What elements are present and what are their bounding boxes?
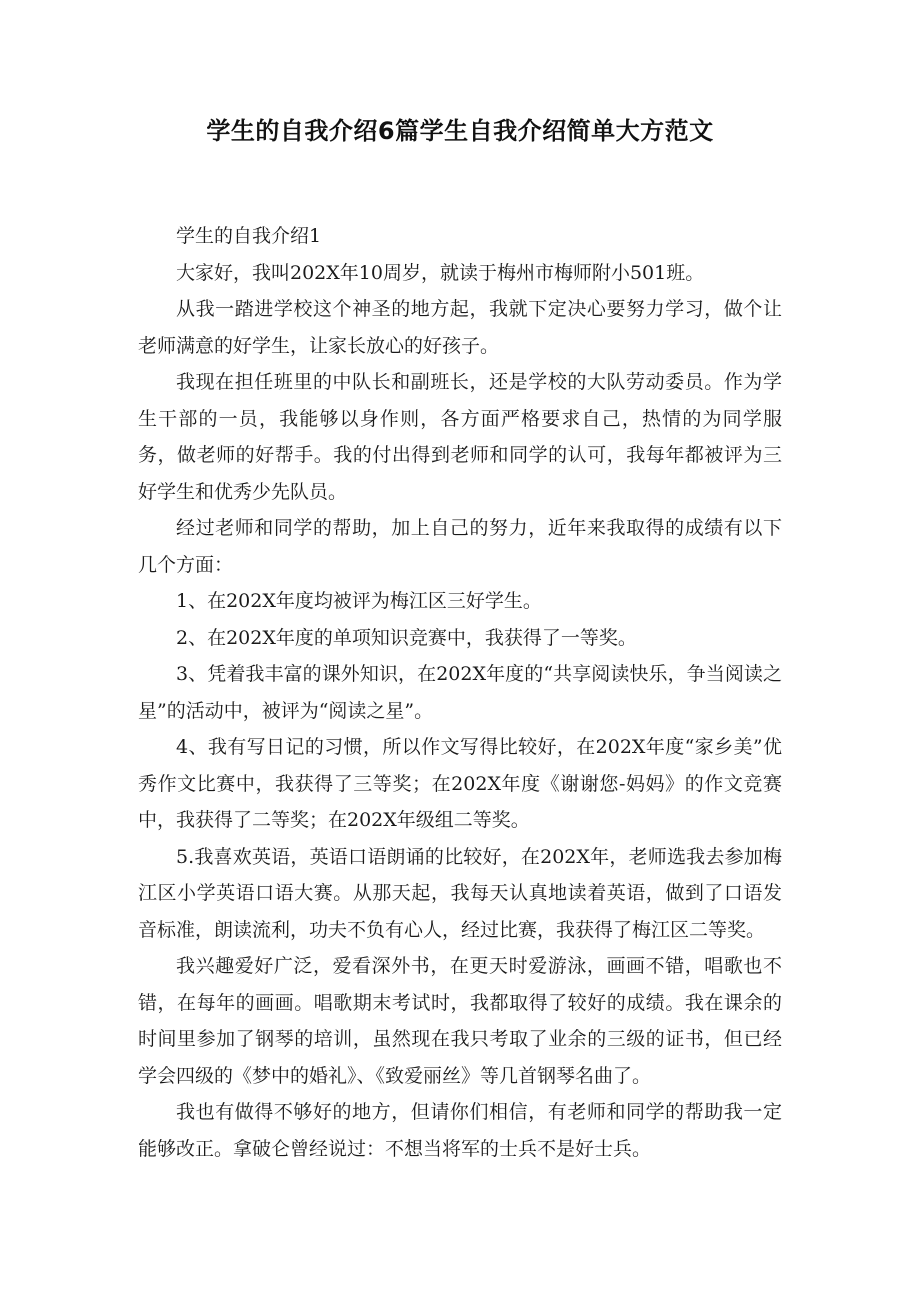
list-item: 2、在202X年度的单项知识竞赛中，我获得了一等奖。 (176, 626, 637, 649)
paragraph: 我也有做得不够好的地方，但请你们相信，有老师和同学的帮助我一定能够改正。拿破仑曾经说过：不想当将军的士兵不是好士兵。 (138, 1101, 782, 1160)
list-item: 4、我有写日记的习惯，所以作文写得比较好，在202X年度“家乡美”优秀作文比赛中，我获得了三等奖；在202X年度《谢谢您-妈妈》的作文竞赛中，我获得了二等奖；在202X年级组二等奖。 (138, 736, 782, 831)
paragraph: 我现在担任班里的中队长和副班长，还是学校的大队劳动委员。作为学生干部的一员，我能够以身作则，各方面严格要求自己，热情的为同学服务，做老师的好帮手。我的付出得到老师和同学的认可，我每年都被评为三好学生和优秀少先队员。 (138, 371, 782, 503)
document-body (138, 218, 782, 1167)
paragraph: 经过老师和同学的帮助，加上自己的努力，近年来我取得的成绩有以下几个方面： (138, 517, 782, 576)
paragraph: 从我一踏进学校这个神圣的地方起，我就下定决心要努力学习，做个让老师满意的好学生，让家长放心的好孩子。 (138, 298, 782, 357)
list-item: 3、凭着我丰富的课外知识，在202X年度的“共享阅读快乐，争当阅读之星”的活动中，被评为“阅读之星”。 (138, 663, 782, 722)
paragraph: 大家好，我叫202X年10周岁，就读于梅州市梅师附小501班。 (176, 261, 705, 284)
list-item: 5.我喜欢英语，英语口语朗诵的比较好，在202X年，老师选我去参加梅江区小学英语口语大赛。从那天起，我每天认真地读着英语，做到了口语发音标准，朗读流利，功夫不负有心人，经过比赛，我获得了梅江区二等奖。 (138, 845, 782, 941)
list-item: 1、在202X年度均被评为梅江区三好学生。 (176, 590, 542, 612)
section-heading: 学生的自我介绍1 (176, 225, 322, 247)
document-title: 学生的自我介绍6篇学生自我介绍简单大方范文 (206, 117, 714, 145)
paragraph: 我兴趣爱好广泛，爱看深外书，在更天时爱游泳，画画不错，唱歌也不错，在每年的画画。唱歌期末考试时，我都取得了较好的成绩。我在课余的时间里参加了钢琴的培训，虽然现在我只考取了业余的三级的证书，但已经学会四级的《梦中的婚礼》、《致爱丽丝》等几首钢琴名曲了。 (138, 955, 782, 1087)
